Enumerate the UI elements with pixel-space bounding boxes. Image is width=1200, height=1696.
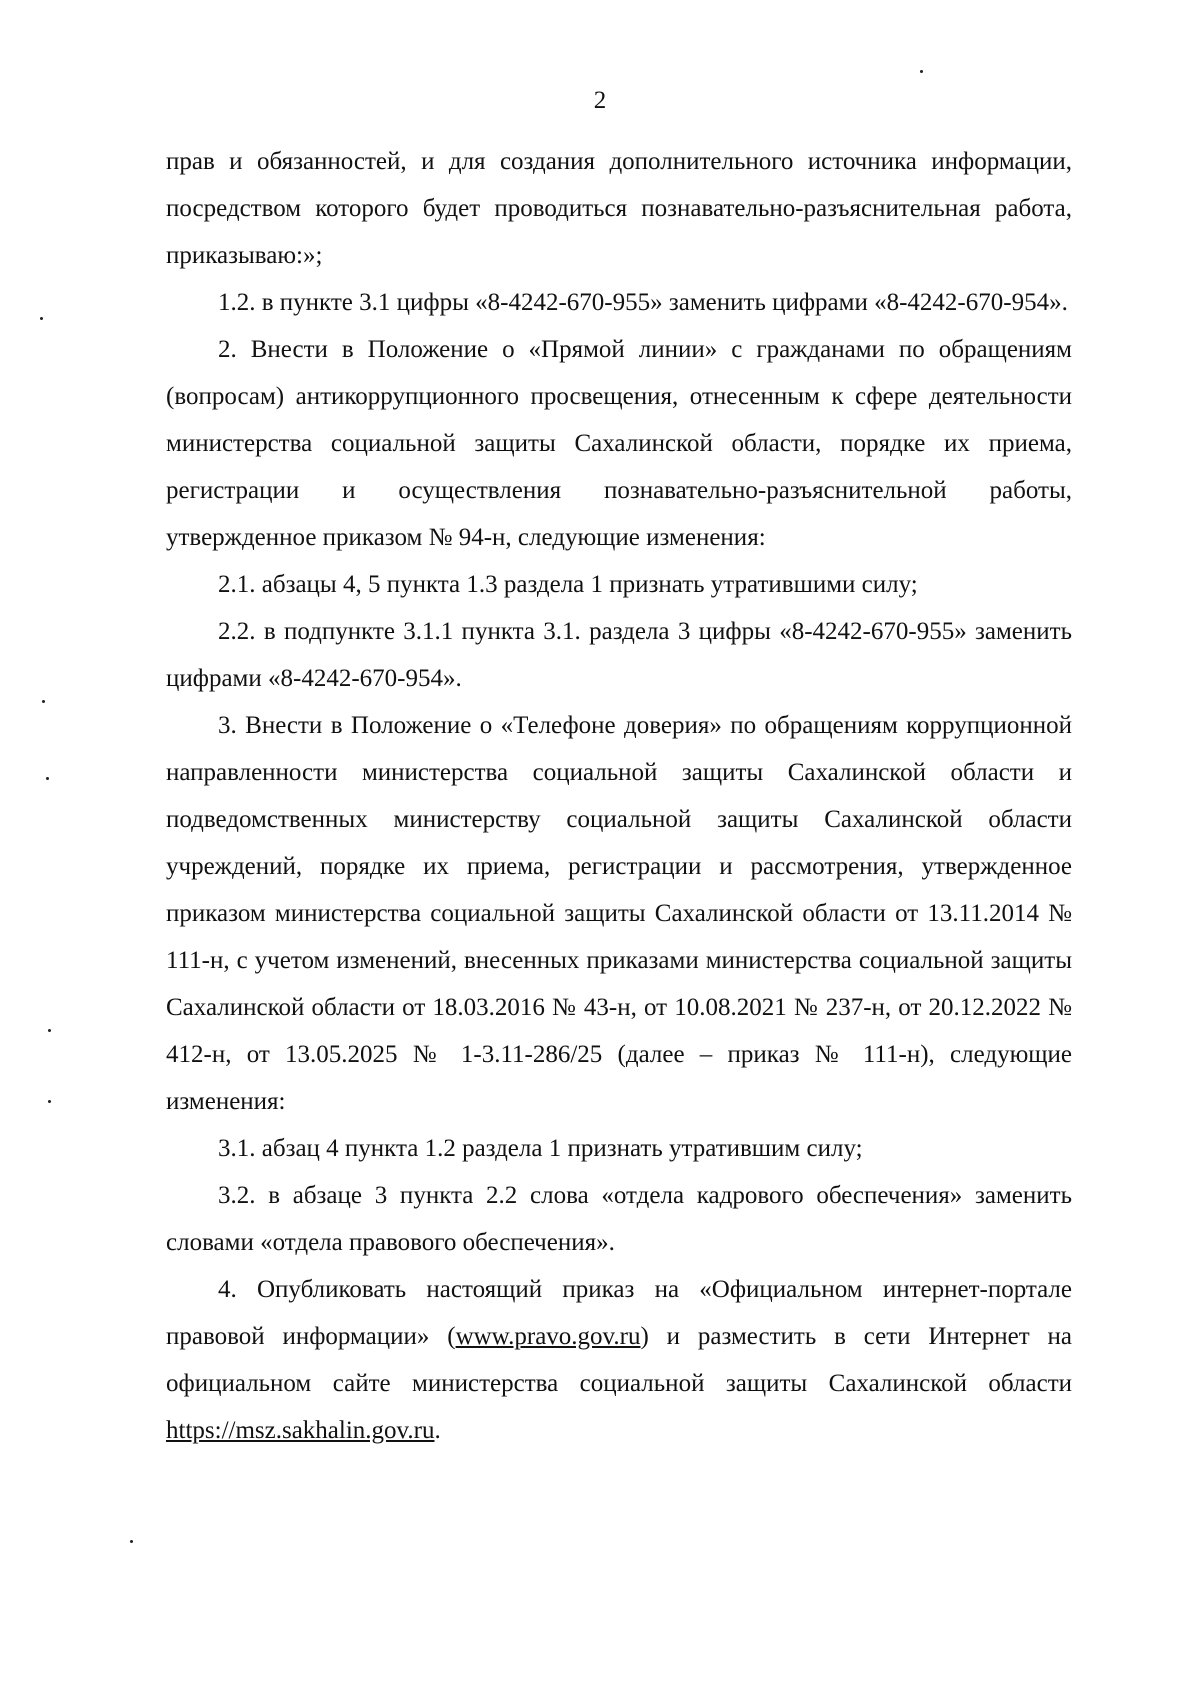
paragraph-3-1: 3.1. абзац 4 пункта 1.2 раздела 1 признать утратившим силу; [218,1135,863,1162]
scan-speck [40,317,43,320]
paragraph-4-text-start: 4. Опубликовать настоящий приказ на «Официальном интернет-портале правовой информации» ( [166,1276,1072,1350]
paragraph-2-2: 2.2. в подпункте 3.1.1 пункта 3.1. раздела 3 цифры «8-4242-670-955» заменить цифрами «8-4242-670-954». [166,618,1072,692]
paragraph-3-2: 3.2. в абзаце 3 пункта 2.2 слова «отдела кадрового обеспечения» заменить словами «отдела правового обеспечения». [166,1182,1072,1256]
pravo-gov-link[interactable]: www.pravo.gov.ru [455,1323,641,1350]
paragraph-1-2: 1.2. в пункте 3.1 цифры «8-4242-670-955» заменить цифрами «8-4242-670-954». [218,289,1068,316]
scan-speck [920,70,923,73]
paragraph-2-1: 2.1. абзацы 4, 5 пункта 1.3 раздела 1 признать утратившими силу; [218,571,918,598]
scan-speck [42,700,45,703]
paragraph-4-text-middle: ) и разместить в сети Интернет на официальном сайте министерства социальной защиты Сахалинской области [166,1323,1073,1397]
paragraph-4-text-end: . [434,1417,441,1444]
page-number: 2 [593,87,607,114]
scan-speck [46,777,49,780]
scan-speck [48,1029,51,1032]
scan-speck [48,1100,51,1103]
paragraph-3: 3. Внести в Положение о «Телефоне доверия» по обращениям коррупционной направленности министерства социальной защиты Сахалинской области и подведомственных министерству социальной защиты Сахалинской области учреждений, порядке их приема, регистрации и рассмотрения, утвержденное приказом министерства социальной защиты Сахалинской области от 13.11.2014 № 111-н, с учетом изменений, внесенных приказами министерства социальной защиты Сахалинской области от 18.03.2016 № 43-н, от 10.08.2021 № 237-н, от 20.12.2022 № 412-н, от 13.05.2025 № 1-3.11-286/25 (далее – приказ № 111-н), следующие изменения: [166,712,1072,1115]
scan-speck [130,1540,133,1543]
msz-sakhalin-link[interactable]: https://msz.sakhalin.gov.ru [166,1417,435,1444]
paragraph-4 [166,1266,1072,1454]
document-body [166,138,1072,1454]
paragraph-2: 2. Внести в Положение о «Прямой линии» с гражданами по обращениям (вопросам) антикоррупционного просвещения, отнесенным к сфере деятельности министерства социальной защиты Сахалинской области, порядке их приема, регистрации и осуществления познавательно-разъяснительной работы, утвержденное приказом № 94-н, следующие изменения: [166,336,1072,551]
paragraph-continuation: прав и обязанностей, и для создания дополнительного источника информации, посредством которого будет проводиться познавательно-разъяснительная работа, приказываю:»; [166,148,1072,269]
